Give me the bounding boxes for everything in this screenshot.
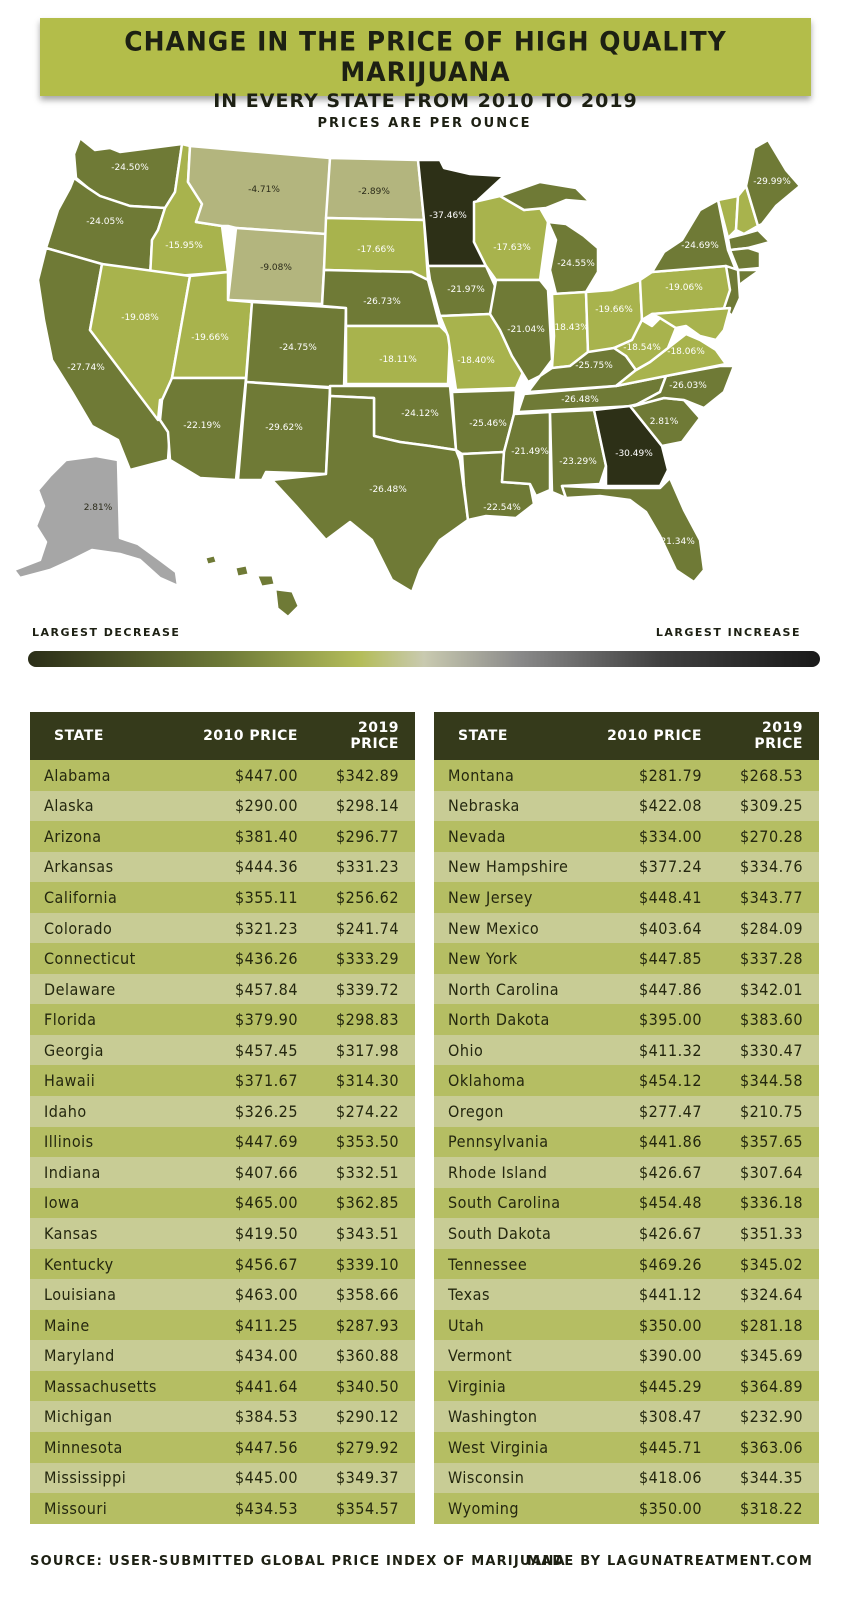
- state-name-cell: Iowa: [44, 1193, 80, 1213]
- table-row: [434, 1035, 819, 1066]
- price-2010-cell: $426.67: [638, 1223, 702, 1243]
- price-2019-cell: $284.09: [739, 918, 803, 938]
- price-2010-cell: $384.53: [234, 1407, 298, 1427]
- state-name-cell: Minnesota: [44, 1437, 123, 1457]
- price-2019-cell: $363.06: [739, 1437, 803, 1457]
- state-name-cell: South Dakota: [448, 1223, 552, 1243]
- state-name-cell: Oregon: [448, 1101, 504, 1121]
- price-2019-cell: $364.89: [739, 1376, 803, 1396]
- price-2010-cell: $326.25: [234, 1101, 298, 1121]
- state-name-cell: Pennsylvania: [448, 1132, 549, 1152]
- made-by-credit: MADE BY LAGUNATREATMENT.COM: [527, 1554, 813, 1569]
- price-2019-cell: $287.93: [335, 1315, 399, 1335]
- price-2010-cell: $381.40: [234, 826, 298, 846]
- price-2019-cell: $256.62: [335, 887, 399, 907]
- price-2010-cell: $434.53: [234, 1498, 298, 1518]
- map-label-ne: -26.73%: [363, 297, 401, 307]
- price-2019-cell: $339.10: [335, 1254, 399, 1274]
- table-row: [434, 1432, 819, 1463]
- table-row: [434, 821, 819, 852]
- map-label-la: -22.54%: [483, 503, 521, 513]
- table-row: [30, 1035, 415, 1066]
- price-2019-cell: $318.22: [739, 1498, 803, 1518]
- table-row: [434, 1127, 819, 1158]
- price-2019-cell: $268.53: [739, 765, 803, 785]
- map-label-sd: -17.66%: [357, 245, 395, 255]
- state-name-cell: Rhode Island: [448, 1162, 548, 1182]
- price-2010-cell: $448.41: [638, 887, 702, 907]
- state-name-cell: Maryland: [44, 1346, 115, 1366]
- table-body-right: [434, 760, 819, 1524]
- state-name-cell: North Dakota: [448, 1010, 550, 1030]
- col-2010-header: 2010 PRICE: [203, 728, 298, 744]
- table-header: [30, 712, 415, 760]
- price-2019-cell: $279.92: [335, 1437, 399, 1457]
- map-label-ca: -27.74%: [67, 363, 105, 373]
- table-row: [30, 1096, 415, 1127]
- price-2019-cell: $307.64: [739, 1162, 803, 1182]
- price-2019-cell: $324.64: [739, 1285, 803, 1305]
- price-2010-cell: $377.24: [638, 857, 702, 877]
- state-name-cell: Alaska: [44, 796, 95, 816]
- price-2010-cell: $418.06: [638, 1468, 702, 1488]
- price-2010-cell: $454.12: [638, 1071, 702, 1091]
- table-row: [434, 1004, 819, 1035]
- col-state-header: STATE: [54, 728, 104, 744]
- price-2019-cell: $296.77: [335, 826, 399, 846]
- state-name-cell: New York: [448, 949, 518, 969]
- price-2019-cell: $343.51: [335, 1223, 399, 1243]
- state-name-cell: Florida: [44, 1010, 97, 1030]
- col-2019-header: 2019 PRICE: [350, 720, 399, 752]
- price-2010-cell: $441.64: [234, 1376, 298, 1396]
- table-row: [434, 1279, 819, 1310]
- price-2010-cell: $371.67: [234, 1071, 298, 1091]
- map-label-nd: -2.89%: [358, 187, 390, 197]
- map-label-wy: -9.08%: [260, 263, 292, 273]
- price-2010-cell: $422.08: [638, 796, 702, 816]
- map-label-az: -22.19%: [183, 421, 221, 431]
- price-2010-cell: $441.86: [638, 1132, 702, 1152]
- price-2010-cell: $419.50: [234, 1223, 298, 1243]
- price-2019-cell: $334.76: [739, 857, 803, 877]
- price-2010-cell: $447.56: [234, 1437, 298, 1457]
- table-row: [30, 1157, 415, 1188]
- map-label-ky: -25.75%: [575, 361, 613, 371]
- price-2019-cell: $317.98: [335, 1040, 399, 1060]
- map-label-mn: -37.46%: [429, 211, 467, 221]
- price-2010-cell: $445.29: [638, 1376, 702, 1396]
- state-name-cell: New Hampshire: [448, 857, 569, 877]
- state-name-cell: South Carolina: [448, 1193, 561, 1213]
- price-2019-cell: $332.51: [335, 1162, 399, 1182]
- map-label-mt: -4.71%: [248, 185, 280, 195]
- price-2010-cell: $321.23: [234, 918, 298, 938]
- state-name-cell: Kansas: [44, 1223, 98, 1243]
- table-row: [30, 1401, 415, 1432]
- table-row: [434, 1188, 819, 1219]
- table-row: [434, 913, 819, 944]
- price-2019-cell: $344.58: [739, 1071, 803, 1091]
- price-2010-cell: $454.48: [638, 1193, 702, 1213]
- state-name-cell: Utah: [448, 1315, 485, 1335]
- price-2019-cell: $357.65: [739, 1132, 803, 1152]
- price-2019-cell: $342.89: [335, 765, 399, 785]
- price-2010-cell: $403.64: [638, 918, 702, 938]
- price-table-left: [30, 712, 415, 1524]
- price-2010-cell: $290.00: [234, 796, 298, 816]
- state-name-cell: Colorado: [44, 918, 113, 938]
- map-label-ks: -18.11%: [379, 355, 417, 365]
- map-label-fl: -21.34%: [657, 537, 695, 547]
- state-name-cell: Mississippi: [44, 1468, 127, 1488]
- map-label-or: -24.05%: [86, 217, 124, 227]
- map-label-wa: -24.50%: [111, 163, 149, 173]
- price-2019-cell: $351.33: [739, 1223, 803, 1243]
- map-label-tx: -26.48%: [369, 485, 407, 495]
- price-2019-cell: $330.47: [739, 1040, 803, 1060]
- state-name-cell: Ohio: [448, 1040, 484, 1060]
- price-2019-cell: $339.72: [335, 979, 399, 999]
- state-name-cell: Nebraska: [448, 796, 520, 816]
- price-2019-cell: $354.57: [335, 1498, 399, 1518]
- col-2010-header: 2010 PRICE: [607, 728, 702, 744]
- price-2010-cell: $407.66: [234, 1162, 298, 1182]
- state-name-cell: Virginia: [448, 1376, 507, 1396]
- price-2019-cell: $358.66: [335, 1285, 399, 1305]
- price-2010-cell: $447.85: [638, 949, 702, 969]
- map-label-sc: 2.81%: [649, 417, 679, 427]
- price-2010-cell: $469.26: [638, 1254, 702, 1274]
- legend-left-label: LARGEST DECREASE: [32, 626, 181, 639]
- map-label-oh: -19.66%: [595, 305, 633, 315]
- map-label-ar: -25.46%: [469, 419, 507, 429]
- table-row: [30, 1310, 415, 1341]
- map-label-va: -18.06%: [667, 347, 705, 357]
- map-label-il: -21.04%: [507, 325, 545, 335]
- state-name-cell: Kentucky: [44, 1254, 114, 1274]
- price-2019-cell: $353.50: [335, 1132, 399, 1152]
- us-map: [0, 130, 849, 630]
- state-name-cell: Tennessee: [448, 1254, 528, 1274]
- map-label-ia: -21.97%: [447, 285, 485, 295]
- table-row: [30, 1249, 415, 1280]
- table-row: [30, 1371, 415, 1402]
- table-row: [434, 1065, 819, 1096]
- state-name-cell: Maine: [44, 1315, 90, 1335]
- table-row: [434, 852, 819, 883]
- table-row: [30, 1004, 415, 1035]
- price-2010-cell: $308.47: [638, 1407, 702, 1427]
- map-label-tn: -26.48%: [561, 395, 599, 405]
- map-label-wi: -17.63%: [493, 243, 531, 253]
- price-2019-cell: $383.60: [739, 1010, 803, 1030]
- map-label-ak: 2.81%: [83, 503, 113, 513]
- map-label-mi: -24.55%: [557, 259, 595, 269]
- table-row: [434, 943, 819, 974]
- price-2010-cell: $411.32: [638, 1040, 702, 1060]
- price-2010-cell: $457.84: [234, 979, 298, 999]
- table-row: [434, 1463, 819, 1494]
- price-2019-cell: $331.23: [335, 857, 399, 877]
- table-row: [30, 913, 415, 944]
- price-2010-cell: $390.00: [638, 1346, 702, 1366]
- map-label-nm: -29.62%: [265, 423, 303, 433]
- table-row: [434, 1371, 819, 1402]
- price-2019-cell: $270.28: [739, 826, 803, 846]
- map-label-nc: -26.03%: [669, 381, 707, 391]
- price-2010-cell: $445.00: [234, 1468, 298, 1488]
- price-2010-cell: $444.36: [234, 857, 298, 877]
- us-map-svg: [0, 130, 849, 630]
- state-name-cell: Arkansas: [44, 857, 114, 877]
- price-2019-cell: $344.35: [739, 1468, 803, 1488]
- price-2019-cell: $345.02: [739, 1254, 803, 1274]
- price-2019-cell: $362.85: [335, 1193, 399, 1213]
- map-label-ny: -24.69%: [681, 241, 719, 251]
- map-label-id: -15.95%: [165, 241, 203, 251]
- table-row: [30, 974, 415, 1005]
- price-2010-cell: $411.25: [234, 1315, 298, 1335]
- state-hawaii: [206, 556, 298, 616]
- table-row: [434, 1493, 819, 1524]
- table-row: [30, 1218, 415, 1249]
- price-2010-cell: $426.67: [638, 1162, 702, 1182]
- state-name-cell: Louisiana: [44, 1285, 117, 1305]
- price-2019-cell: $281.18: [739, 1315, 803, 1335]
- state-name-cell: Illinois: [44, 1132, 94, 1152]
- map-label-mo: -18.40%: [457, 356, 495, 366]
- map-label-wv: -18.54%: [623, 343, 661, 353]
- table-row: [434, 760, 819, 791]
- price-2019-cell: $342.01: [739, 979, 803, 999]
- price-2019-cell: $298.14: [335, 796, 399, 816]
- legend-gradient-bar: [28, 651, 820, 667]
- table-row: [434, 1218, 819, 1249]
- state-name-cell: California: [44, 887, 118, 907]
- price-2019-cell: $290.12: [335, 1407, 399, 1427]
- price-2010-cell: $436.26: [234, 949, 298, 969]
- table-row: [30, 1279, 415, 1310]
- price-2010-cell: $456.67: [234, 1254, 298, 1274]
- source-note: SOURCE: USER-SUBMITTED GLOBAL PRICE INDEX OF MARIJUANA: [30, 1554, 566, 1569]
- state-name-cell: North Carolina: [448, 979, 560, 999]
- state-name-cell: Wisconsin: [448, 1468, 525, 1488]
- state-name-cell: Missouri: [44, 1498, 108, 1518]
- price-2010-cell: $434.00: [234, 1346, 298, 1366]
- price-2010-cell: $457.45: [234, 1040, 298, 1060]
- table-row: [434, 1096, 819, 1127]
- map-label-nv: -19.08%: [121, 313, 159, 323]
- price-2019-cell: $241.74: [335, 918, 399, 938]
- table-row: [434, 1157, 819, 1188]
- price-2010-cell: $277.47: [638, 1101, 702, 1121]
- state-name-cell: Montana: [448, 765, 515, 785]
- state-name-cell: New Jersey: [448, 887, 533, 907]
- table-row: [30, 791, 415, 822]
- state-name-cell: Oklahoma: [448, 1071, 526, 1091]
- table-header: [434, 712, 819, 760]
- table-row: [434, 1310, 819, 1341]
- table-row: [434, 791, 819, 822]
- price-2019-cell: $360.88: [335, 1346, 399, 1366]
- state-name-cell: Michigan: [44, 1407, 113, 1427]
- title-banner: [40, 18, 811, 112]
- map-label-in: -18.43%: [551, 323, 589, 333]
- price-table-right: [434, 712, 819, 1524]
- table-row: [30, 852, 415, 883]
- map-label-co: -24.75%: [279, 343, 317, 353]
- price-2019-cell: $336.18: [739, 1193, 803, 1213]
- state-name-cell: West Virginia: [448, 1437, 549, 1457]
- price-2019-cell: $343.77: [739, 887, 803, 907]
- state-name-cell: Massachusetts: [44, 1376, 157, 1396]
- map-label-ms: -21.49%: [511, 447, 549, 457]
- price-2010-cell: $281.79: [638, 765, 702, 785]
- state-name-cell: Indiana: [44, 1162, 101, 1182]
- state-name-cell: Vermont: [448, 1346, 513, 1366]
- price-2019-cell: $333.29: [335, 949, 399, 969]
- table-row: [434, 882, 819, 913]
- table-row: [30, 1188, 415, 1219]
- table-row: [30, 1463, 415, 1494]
- title-line-2: IN EVERY STATE FROM 2010 TO 2019: [213, 90, 638, 112]
- table-body-left: [30, 760, 415, 1524]
- table-row: [434, 974, 819, 1005]
- price-2019-cell: $349.37: [335, 1468, 399, 1488]
- subtitle: PRICES ARE PER OUNCE: [317, 116, 532, 131]
- col-state-header: STATE: [458, 728, 508, 744]
- price-2010-cell: $350.00: [638, 1315, 702, 1335]
- price-2019-cell: $345.69: [739, 1346, 803, 1366]
- price-2019-cell: $274.22: [335, 1101, 399, 1121]
- price-2010-cell: $334.00: [638, 826, 702, 846]
- state-name-cell: Alabama: [44, 765, 111, 785]
- price-2019-cell: $314.30: [335, 1071, 399, 1091]
- table-row: [434, 1340, 819, 1371]
- price-2019-cell: $210.75: [739, 1101, 803, 1121]
- price-2010-cell: $395.00: [638, 1010, 702, 1030]
- map-label-ga: -30.49%: [615, 449, 653, 459]
- state-name-cell: Nevada: [448, 826, 506, 846]
- table-row: [30, 882, 415, 913]
- state-name-cell: Wyoming: [448, 1498, 520, 1518]
- price-2019-cell: $298.83: [335, 1010, 399, 1030]
- table-row: [30, 1432, 415, 1463]
- price-2010-cell: $350.00: [638, 1498, 702, 1518]
- map-label-ut: -19.66%: [191, 333, 229, 343]
- state-name-cell: Texas: [448, 1285, 490, 1305]
- price-2010-cell: $355.11: [234, 887, 298, 907]
- map-label-al: -23.29%: [559, 457, 597, 467]
- table-row: [30, 760, 415, 791]
- price-2019-cell: $340.50: [335, 1376, 399, 1396]
- table-row: [30, 1065, 415, 1096]
- state-alaska: [14, 456, 178, 586]
- state-name-cell: Connecticut: [44, 949, 136, 969]
- table-row: [30, 821, 415, 852]
- legend-right-label: LARGEST INCREASE: [655, 626, 801, 639]
- state-name-cell: Georgia: [44, 1040, 104, 1060]
- table-row: [434, 1401, 819, 1432]
- price-2010-cell: $463.00: [234, 1285, 298, 1305]
- table-row: [30, 943, 415, 974]
- table-row: [30, 1493, 415, 1524]
- state-name-cell: Hawaii: [44, 1071, 96, 1091]
- table-row: [30, 1340, 415, 1371]
- table-row: [30, 1127, 415, 1158]
- state-name-cell: Arizona: [44, 826, 102, 846]
- state-florida: [562, 478, 704, 582]
- price-2010-cell: $441.12: [638, 1285, 702, 1305]
- price-2010-cell: $447.86: [638, 979, 702, 999]
- price-2010-cell: $447.69: [234, 1132, 298, 1152]
- state-name-cell: Idaho: [44, 1101, 87, 1121]
- state-name-cell: Washington: [448, 1407, 538, 1427]
- price-2010-cell: $445.71: [638, 1437, 702, 1457]
- col-2019-header: 2019 PRICE: [754, 720, 803, 752]
- map-label-pa: -19.06%: [665, 283, 703, 293]
- state-name-cell: Delaware: [44, 979, 116, 999]
- price-2010-cell: $465.00: [234, 1193, 298, 1213]
- price-2019-cell: $232.90: [739, 1407, 803, 1427]
- price-2010-cell: $379.90: [234, 1010, 298, 1030]
- map-label-ok: -24.12%: [401, 409, 439, 419]
- state-name-cell: New Mexico: [448, 918, 540, 938]
- price-2019-cell: $337.28: [739, 949, 803, 969]
- price-2010-cell: $447.00: [234, 765, 298, 785]
- table-row: [434, 1249, 819, 1280]
- map-label-me: -29.99%: [753, 177, 791, 187]
- price-2019-cell: $309.25: [739, 796, 803, 816]
- title-line-1: CHANGE IN THE PRICE OF HIGH QUALITY MARIJUANA: [124, 26, 727, 88]
